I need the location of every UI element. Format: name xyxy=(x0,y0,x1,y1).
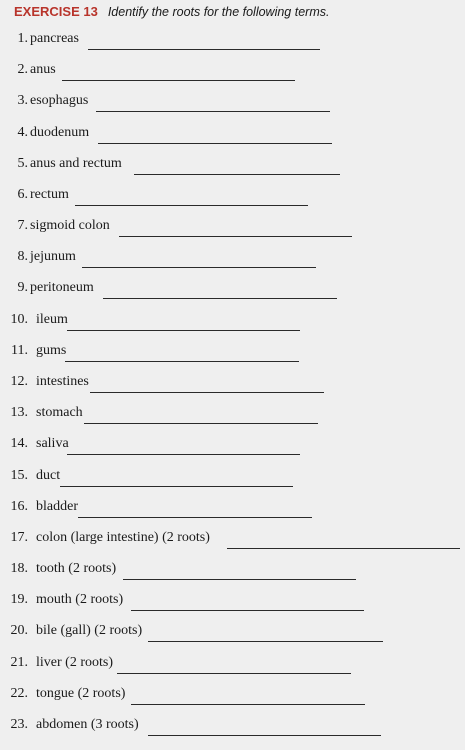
item-number: 19. xyxy=(10,592,28,608)
exercise-item xyxy=(0,184,465,215)
answer-line[interactable] xyxy=(96,111,330,112)
item-number: 17. xyxy=(10,529,28,545)
item-term: stomach xyxy=(36,405,83,421)
answer-line[interactable] xyxy=(148,735,381,736)
item-number: 12. xyxy=(10,373,28,389)
item-number: 4. xyxy=(17,124,28,140)
item-term: sigmoid colon xyxy=(30,218,110,234)
exercise-header xyxy=(14,4,329,20)
item-term: peritoneum xyxy=(30,280,94,296)
exercise-item xyxy=(0,714,465,745)
item-term: liver (2 roots) xyxy=(36,654,113,670)
exercise-item xyxy=(0,122,465,153)
item-number: 8. xyxy=(17,249,28,265)
item-number: 23. xyxy=(10,716,28,732)
item-term: tongue (2 roots) xyxy=(36,685,126,701)
item-number: 6. xyxy=(17,186,28,202)
exercise-item xyxy=(0,558,465,589)
item-term: pancreas xyxy=(30,31,79,46)
exercise-item xyxy=(0,620,465,651)
item-term: intestines xyxy=(36,373,89,389)
item-term: anus xyxy=(30,62,56,78)
answer-line[interactable] xyxy=(123,579,356,580)
exercise-item xyxy=(0,59,465,90)
exercise-item xyxy=(0,277,465,308)
item-number: 10. xyxy=(10,311,28,327)
answer-line[interactable] xyxy=(75,205,308,206)
exercise-item xyxy=(0,465,465,496)
answer-line[interactable] xyxy=(119,236,352,237)
item-number: 22. xyxy=(10,685,28,701)
exercise-item xyxy=(0,683,465,714)
exercise-item xyxy=(0,402,465,433)
exercise-item xyxy=(0,589,465,620)
item-number: 13. xyxy=(10,405,28,421)
answer-line[interactable] xyxy=(134,174,340,175)
exercise-item xyxy=(0,28,465,59)
item-number: 11. xyxy=(11,342,28,358)
answer-line[interactable] xyxy=(131,610,364,611)
exercise-item xyxy=(0,246,465,277)
item-term: abdomen (3 roots) xyxy=(36,716,139,732)
exercise-item xyxy=(0,90,465,121)
answer-line[interactable] xyxy=(65,361,299,362)
item-number: 3. xyxy=(17,93,28,109)
item-term: mouth (2 roots) xyxy=(36,592,124,608)
item-number: 9. xyxy=(17,280,28,296)
answer-line[interactable] xyxy=(117,673,351,674)
item-term: esophagus xyxy=(30,93,89,109)
item-number: 15. xyxy=(10,467,28,483)
item-number: 1. xyxy=(17,31,28,46)
item-term: anus and rectum xyxy=(30,155,122,171)
item-number: 18. xyxy=(10,561,28,577)
item-number: 7. xyxy=(17,218,28,234)
exercise-item xyxy=(0,153,465,184)
answer-line[interactable] xyxy=(90,392,324,393)
exercise-item xyxy=(0,340,465,371)
exercise-instructions: Identify the roots for the following terms. xyxy=(107,5,330,19)
exercise-item xyxy=(0,527,465,558)
exercise-item xyxy=(0,433,465,464)
item-number: 14. xyxy=(10,436,28,452)
item-term: bile (gall) (2 roots) xyxy=(36,623,143,639)
item-term: bladder xyxy=(36,498,78,514)
exercise-item xyxy=(0,309,465,340)
answer-line[interactable] xyxy=(62,80,295,81)
answer-line[interactable] xyxy=(78,517,312,518)
answer-line[interactable] xyxy=(88,49,320,50)
exercise-label: EXERCISE 13 xyxy=(14,4,98,19)
answer-line[interactable] xyxy=(227,548,460,549)
item-number: 2. xyxy=(17,62,28,78)
answer-line[interactable] xyxy=(60,486,293,487)
item-term: duodenum xyxy=(30,124,90,140)
item-number: 16. xyxy=(10,498,28,514)
item-number: 20. xyxy=(10,623,28,639)
exercise-item xyxy=(0,496,465,527)
item-term: rectum xyxy=(30,186,69,202)
item-term: tooth (2 roots) xyxy=(36,561,117,577)
item-term: jejunum xyxy=(30,249,76,265)
answer-line[interactable] xyxy=(131,704,365,705)
exercise-item xyxy=(0,371,465,402)
answer-line[interactable] xyxy=(82,267,316,268)
item-number: 21. xyxy=(10,654,28,670)
answer-line[interactable] xyxy=(103,298,337,299)
answer-line[interactable] xyxy=(148,641,383,642)
item-term: saliva xyxy=(36,436,69,452)
item-term: duct xyxy=(36,467,61,483)
item-term: gums xyxy=(36,342,67,358)
answer-line[interactable] xyxy=(98,143,332,144)
item-number: 5. xyxy=(17,155,28,171)
answer-line[interactable] xyxy=(67,330,300,331)
answer-line[interactable] xyxy=(84,423,318,424)
item-term: colon (large intestine) (2 roots) xyxy=(36,529,210,545)
exercise-item xyxy=(0,215,465,246)
answer-line[interactable] xyxy=(67,454,300,455)
item-term: ileum xyxy=(36,311,68,327)
exercise-item xyxy=(0,652,465,683)
